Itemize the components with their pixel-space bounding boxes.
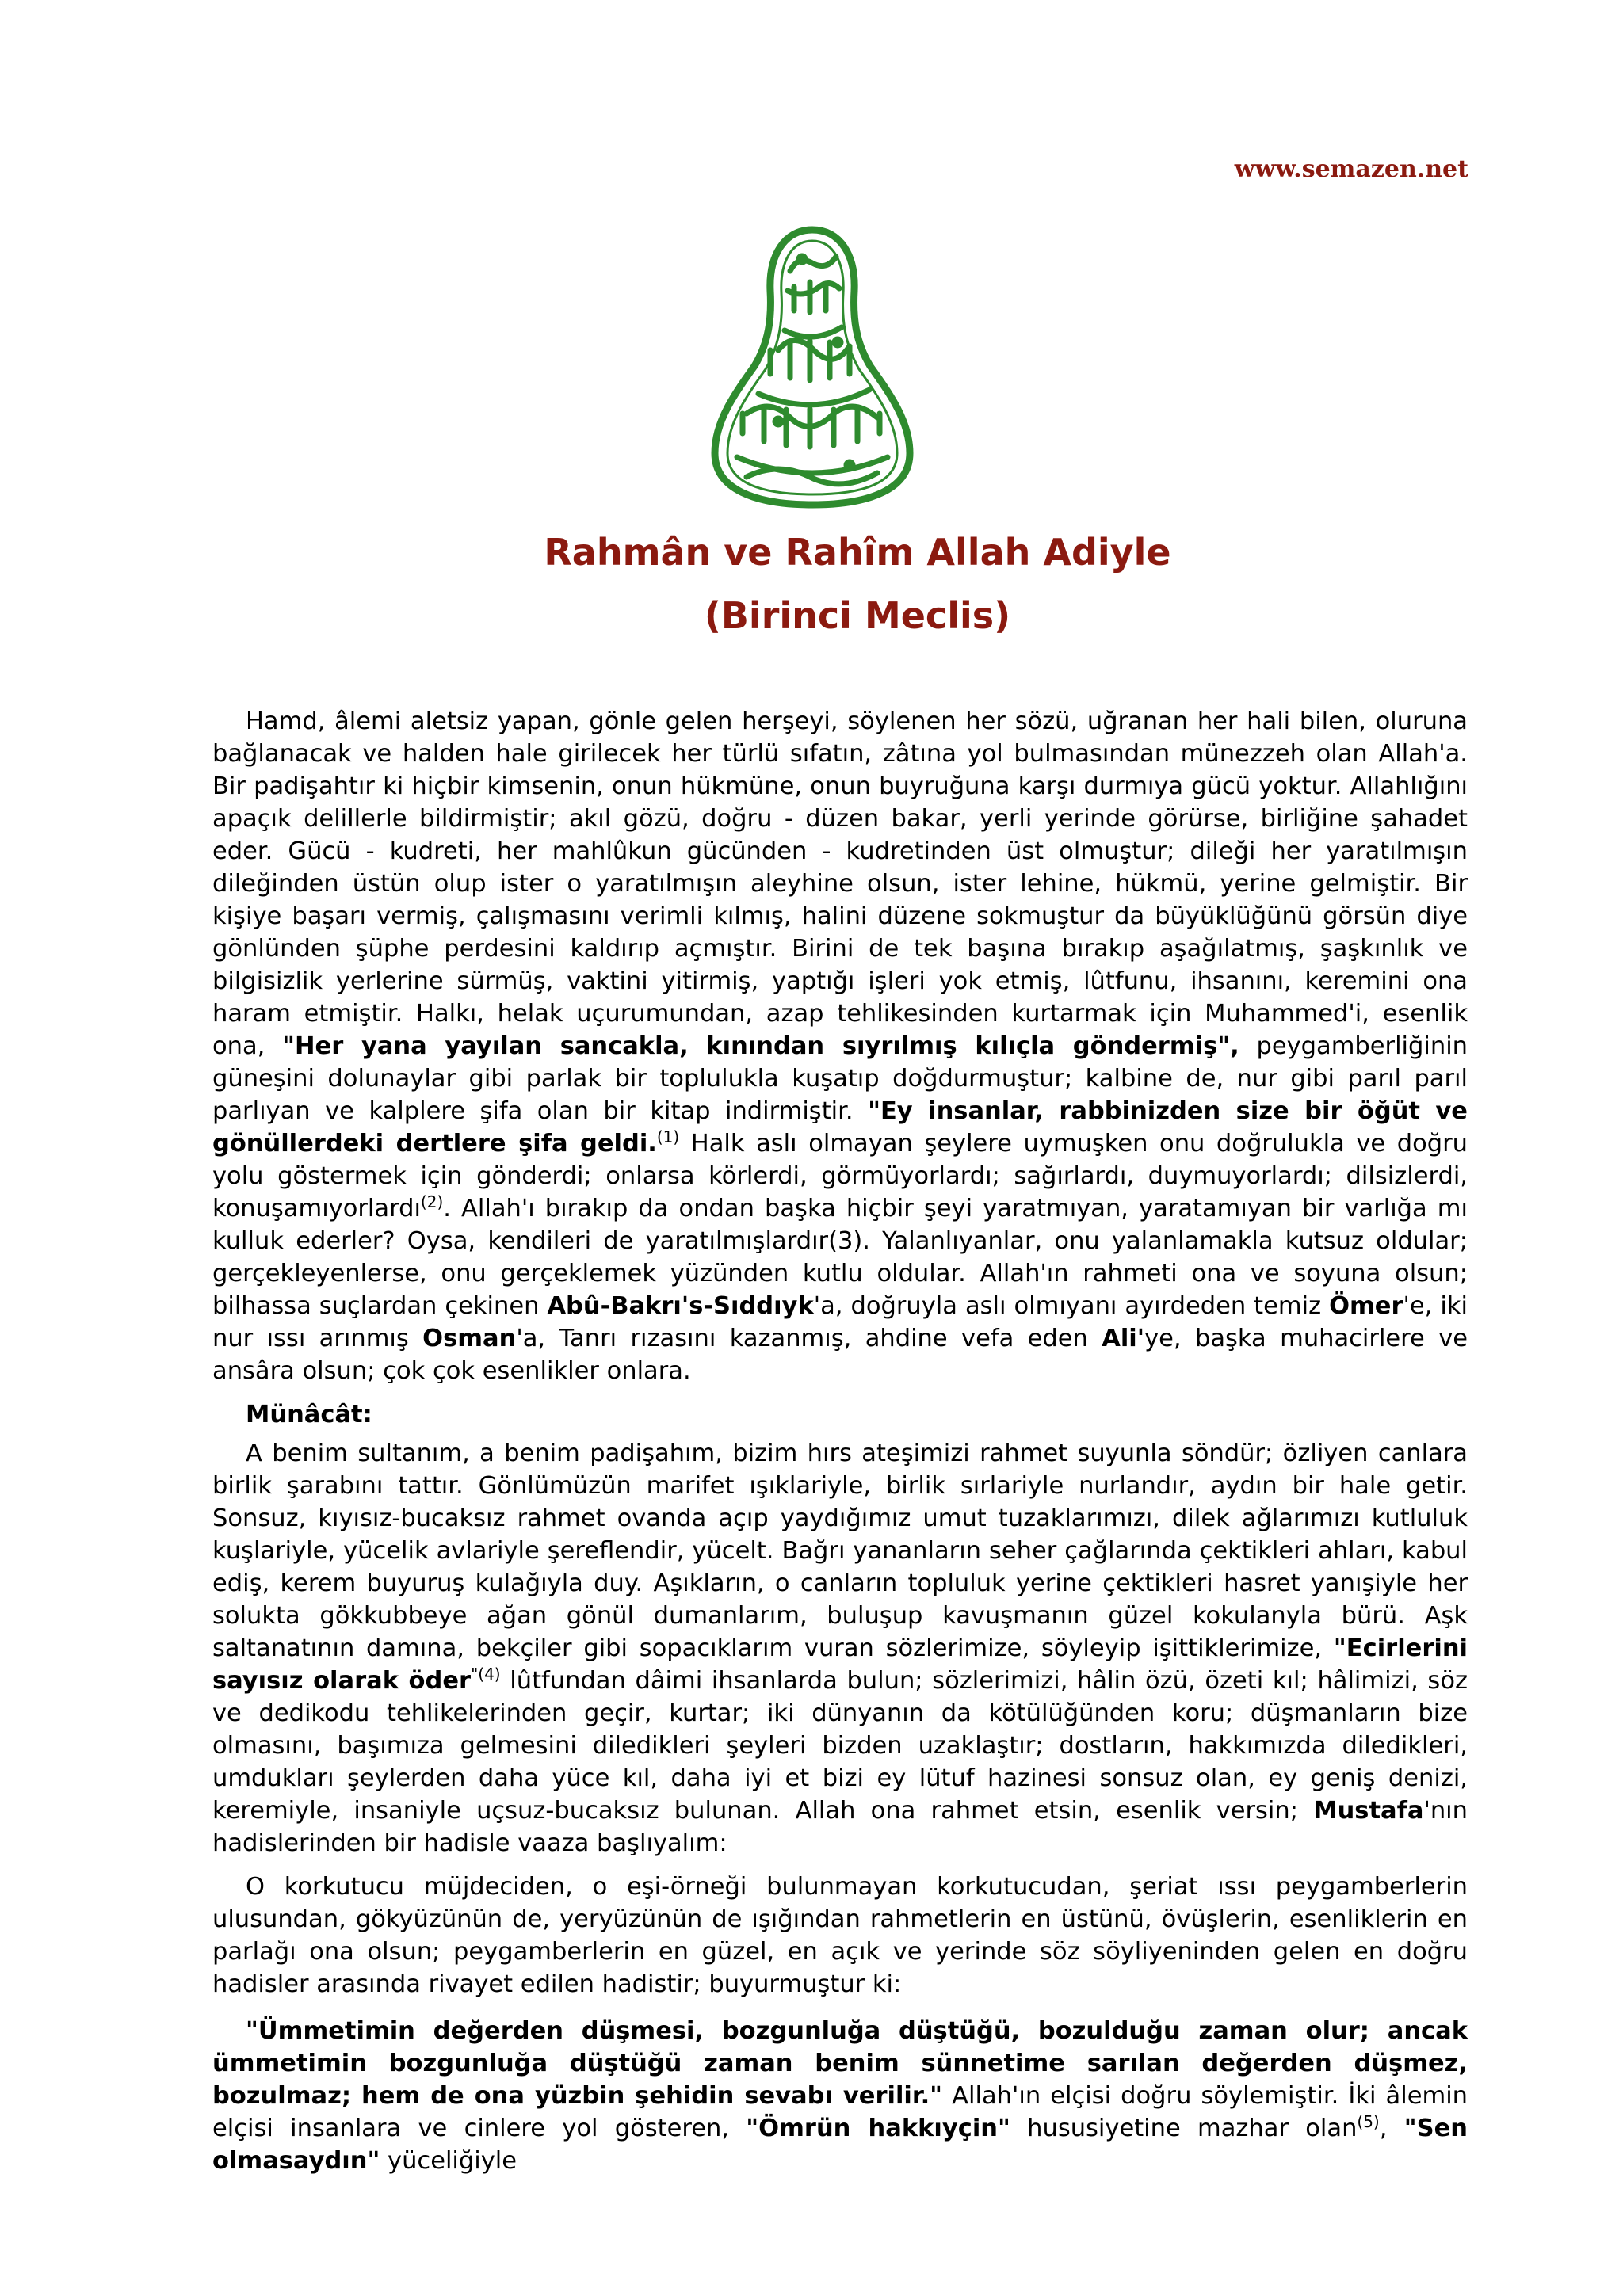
footnote-ref-4: (4) [478, 1664, 501, 1684]
calligraphy-emblem-icon [691, 223, 934, 509]
footnote-ref-2: (2) [420, 1192, 444, 1211]
paragraph-hadith: "Ümmetimin değerden düşmesi, bozgunluğa düştüğü, bozulduğu zaman olur; ancak ümmetimin bozgunluğa düştüğü zaman benim sünnetime sarılan değerden düşmez, bozulmaz; hem de ona yüzbin şehidin sevabı verilir." Allah'ın elçisi doğru söylemiştir. İki âlemin elçisi insanlara ve cinlere yol gösteren, "Ömrün hakkıyçin" hususiyetine mazhar olan$^{(5)}$, "Sen olmasaydın" yüceliğiyle [212, 2017, 1468, 2175]
footnote-ref-5: (5) [1357, 2111, 1380, 2131]
section-heading: Münâcât: [246, 1401, 372, 1428]
footnote-ref-1: (1) [656, 1127, 680, 1146]
paragraph-intro: Hamd, âlemi aletsiz yapan, gönle gelen herşeyi, söylenen her sözü, uğranan her hali bilen, oluruna bağlanacak ve halden hale girilecek her türlü sıfatın, zâtına yol bulmasından münezzeh olan Allah'a. Bir padişahtır ki hiçbir kimsenin, onun hükmüne, onun buyruğuna karşı durmıya gücü yoktur. Allahlığını apaçık delillerle bildirmiştir; akıl gözü, doğru - düzen bakar, yerli yerinde görürse, birliğine şahadet eder. Gücü - kudreti, her mahlûkun gücünden - kudretinden üst olmuştur; dileği her yaratılmışın dileğinden üstün olup ister o yaratılmışın aleyhine olsun, ister lehine, hükmü, yerine gelmiştir. Bir kişiye başarı vermiş, çalışmasını verimli kılmış, halini düzene sokmuştur da büyüklüğünü görsün diye gönlünden şüphe perdesini kaldırıp açmıştır. Birini de tek başına bırakıp aşağılatmış, şaşkınlık ve bilgisizlik yerlerine sürmüş, vaktini yitirmiş, yaptığı işleri yok etmiş, lûtfunu, ihsanını, keremini ona haram etmiştir. Halkı, helak uçurumundan, azap tehlikesinden kurtarmak için Muhammed'i, esenlik ona, "Her yana yayılan sancakla, kınından sıyrılmış kılıçla göndermiş", peygamberliğinin güneşini dolunaylar gibi parlak bir toplulukla kuşatıp doğdurmuştur; kalbine de, nur gibi parıl parıl parlıyan ve kalplere şifa olan bir kitap indirmiştir. "Ey insanlar, rabbinizden size bir öğüt ve gönüllerdeki dertlere şifa geldi.$^{(1)}$ Halk aslı olmayan şeylere uymuşken onu doğrulukla ve doğru yolu göstermek için gönderdi; onlarsa körlerdi, görmüyorlardı; sağırlardı, duymuyorlardı; dilsizlerdi, konuşamıyorlardı$^{(2)}$. Allah'ı bırakıp da ondan başka hiçbir şeyi yaratmıyan, yaratamıyan bir varlığa mı kulluk ederler? Oysa, kendileri de yaratılmışlardır(3). Yalanlıyanlar, onu yalanlamakla kutsuz oldular; gerçekleyenlerse, onu gerçeklemek yüzünden kutlu oldular. Allah'ın rahmeti ona ve soyuna olsun; bilhassa suçlardan çekinen Abû-Bakrı's-Sıddıyk'a, doğruyla aslı olmıyanı ayırdeden temiz Ömer'e, iki nur ıssı arınmış Osman'a, Tanrı rızasını kazanmış, ahdine vefa eden Ali'ye, başka muhacirlere ve ansâra olsun; çok çok esenlikler onlara. [212, 707, 1468, 1385]
paragraph-prayer: A benim sultanım, a benim padişahım, bizim hırs ateşimizi rahmet suyunla söndür; özliyen canlara birlik şarabını tattır. Gönlümüzün marifet ışıklariyle, birlik sırlariyle nurlandır, aydın bir hale getir. Sonsuz, kıyısız-bucaksız rahmet ovanda açıp yaydığımız umut tuzaklarımızı, dilek ağlarımızı kutluluk kuşlariyle, yücelik avlariyle şereflendir, yücelt. Bağrı yananların seher çağlarında çektikleri ahları, kabul ediş, kerem buyuruş kulağıyla duy. Aşıkların, o canların topluluk yerine çektikleri hasret yanışiyle her solukta gökkubbeye ağan gönül dumanlarım, buluşup kavuşmanın güzel kokulanyla bürü. Aşk saltanatının damına, bekçiler gibi sopacıklarım vuran sözlerimize, söyleyip işittiklerimize, "Ecirlerini sayısız olarak öder$^{"(4)}$ lûtfundan dâimi ihsanlarda bulun; sözlerimizi, hâlin özü, özeti kıl; hâlimizi, söz ve dedikodu tehlikelerinden geçir, kurtar; iki dünyanın da kötülüğünden koru; düşmanların bize olmasını, başımıza gelmesini diledikleri şeyleri bizden uzaklaştır; dostların, hakkımızda diledikleri, umdukları şeylerden daha yüce kıl, daha iyi et bizi ey lütuf hazinesi sonsuz olan, ey geniş denizi, keremiyle, insaniyle uçsuz-bucaksız bulunan. Allah ona rahmet etsin, esenlik versin; Mustafa'nın hadislerinden bir hadisle vaaza başlıyalım: [212, 1440, 1468, 1857]
page-title: Rahmân ve Rahîm Allah Adiyle [544, 531, 1171, 574]
page-subtitle: (Birinci Meclis) [704, 594, 1011, 637]
paragraph-hadith-intro: O korkutucu müjdeciden, o eşi-örneği bulunmayan korkutucudan, şeriat ıssı peygamberlerin ulusundan, gökyüzünün de, yeryüzünün de ışığından rahmetlerin en üstünü, övüşlerin, esenliklerin en parlağı ona olsun; peygamberlerin en güzel, en açık ve yerinde söz söyliyeninden gelen en doğru hadisler arasında rivayet edilen hadistir; buyurmuştur ki: [212, 1873, 1468, 1998]
site-link[interactable]: www.semazen.net [1234, 155, 1468, 183]
document-body [212, 705, 1468, 2188]
